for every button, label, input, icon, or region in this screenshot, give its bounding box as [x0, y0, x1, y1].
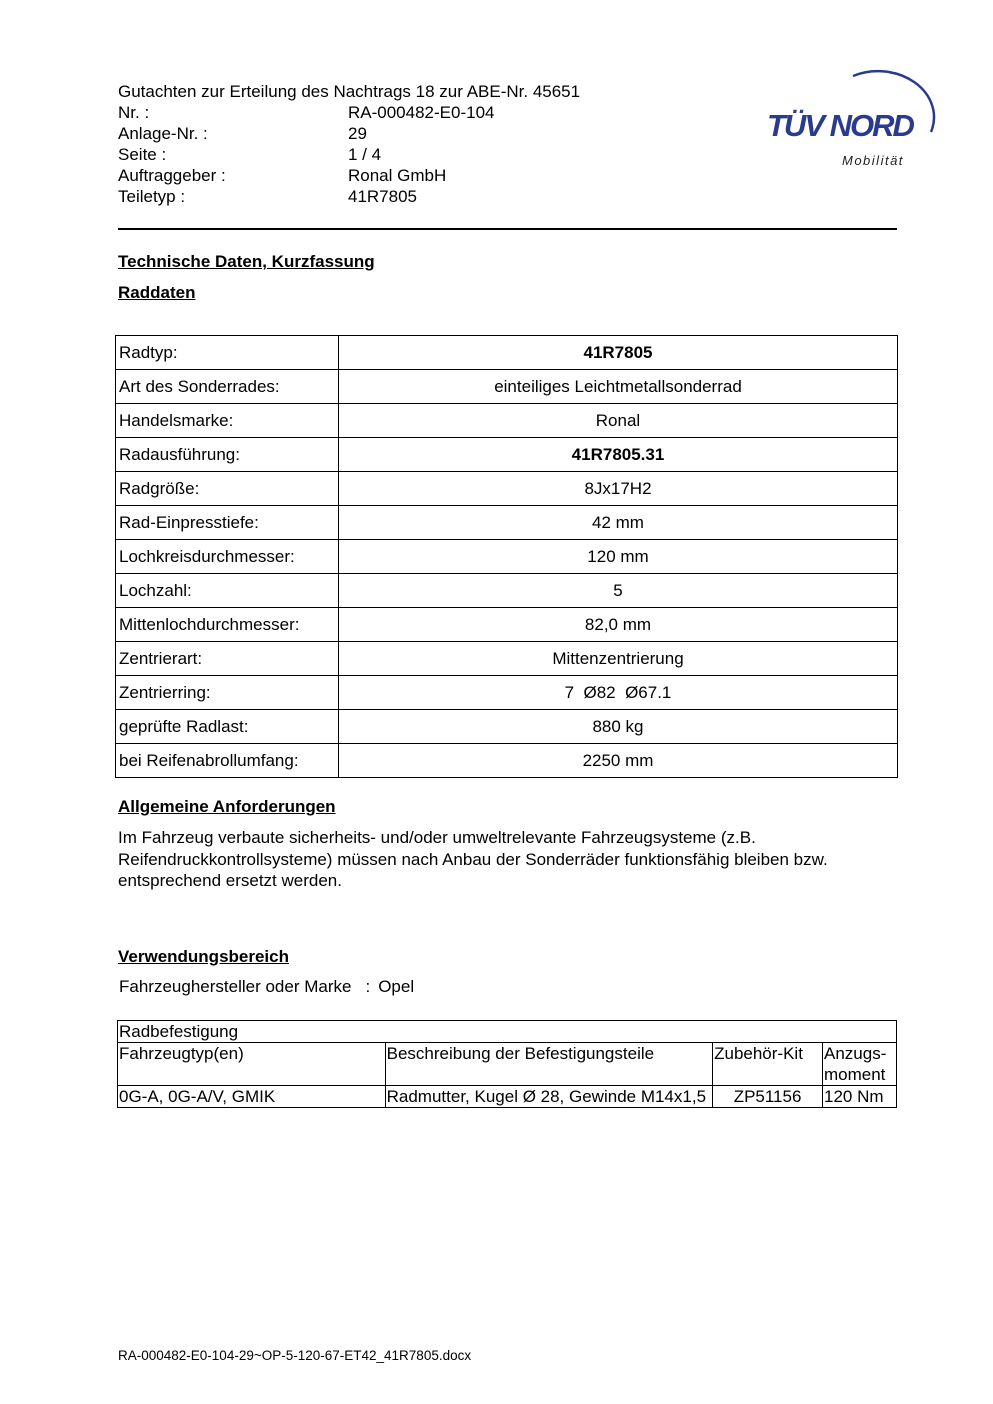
section-heading-raddaten: Raddaten [118, 283, 196, 302]
table-cell: 120 Nm [823, 1086, 897, 1108]
make-label: Fahrzeughersteller oder Marke [119, 977, 352, 996]
table-cell-label: Zentrierart: [116, 642, 339, 676]
logo-sub-text: Mobilität [842, 153, 904, 168]
table-cell: Radmutter, Kugel Ø 28, Gewinde M14x1,5 [385, 1086, 712, 1108]
table-row [118, 1086, 897, 1108]
section-heading-verwendung: Verwendungsbereich [118, 947, 289, 966]
header-row-nr [118, 102, 494, 123]
header-value: 1 / 4 [348, 145, 382, 164]
make-separator: : [365, 977, 371, 996]
table-cell-label: Mittenlochdurchmesser: [116, 608, 339, 642]
table-row [116, 710, 898, 744]
table-cell-value: 5 [339, 574, 898, 608]
table-header-cell: Zubehör-Kit [713, 1043, 823, 1086]
table-cell-value: 2250 mm [339, 744, 898, 778]
header-value: 41R7805 [348, 187, 418, 206]
table-cell-value: 880 kg [339, 710, 898, 744]
table-cell-value: 7 Ø82 Ø67.1 [339, 676, 898, 710]
section-heading-allgemein: Allgemeine Anforderungen [118, 797, 336, 816]
header-value: RA-000482-E0-104 [348, 103, 495, 122]
header-value: 29 [348, 124, 367, 143]
table-row [116, 336, 898, 370]
table-cell-label: bei Reifenabrollumfang: [116, 744, 339, 778]
footer-filename: RA-000482-E0-104-29~OP-5-120-67-ET42_41R7805.docx [118, 1348, 472, 1363]
header-info [118, 102, 494, 207]
table-cell-value: Ronal [339, 404, 898, 438]
logo-brand-text: TÜV NORD [767, 108, 913, 143]
section-heading-tech: Technische Daten, Kurzfassung [118, 252, 375, 271]
table-cell-label: Lochkreisdurchmesser: [116, 540, 339, 574]
vehicle-make-line [118, 977, 414, 997]
table-cell-value: einteiliges Leichtmetallsonderrad [339, 370, 898, 404]
header-row-anlage [118, 123, 494, 144]
table-header-cell: Anzugs-moment [823, 1043, 897, 1086]
table-cell-label: Lochzahl: [116, 574, 339, 608]
tuv-nord-logo [765, 58, 945, 173]
table-row [116, 404, 898, 438]
table-cell: 0G-A, 0G-A/V, GMIK [118, 1086, 386, 1108]
table-cell-value: Mittenzentrierung [339, 642, 898, 676]
header-label: Anlage-Nr. : [118, 124, 208, 143]
table-cell-label: Handelsmarke: [116, 404, 339, 438]
table-row [116, 438, 898, 472]
header-label: Seite : [118, 145, 167, 164]
table-header-cell: Beschreibung der Befestigungsteile [385, 1043, 712, 1086]
table-header-cell: Fahrzeugtyp(en) [118, 1043, 386, 1086]
table-cell-label: Radtyp: [116, 336, 339, 370]
header-row-seite [118, 144, 494, 165]
table-row [116, 642, 898, 676]
table-cell: ZP51156 [713, 1086, 823, 1108]
table-cell-value: 82,0 mm [339, 608, 898, 642]
header-row-auftraggeber [118, 165, 494, 186]
table-row [116, 370, 898, 404]
header-label: Nr. : [118, 103, 150, 122]
document-title: Gutachten zur Erteilung des Nachtrags 18 zur ABE-Nr. 45651 [118, 82, 581, 101]
table-row [116, 506, 898, 540]
table-cell-value: 41R7805 [339, 336, 898, 370]
table-row [116, 540, 898, 574]
raddaten-table [115, 335, 898, 778]
header-divider [118, 228, 897, 230]
table-cell-value: 42 mm [339, 506, 898, 540]
table-cell-value: 8Jx17H2 [339, 472, 898, 506]
table-row [116, 608, 898, 642]
table-row [116, 472, 898, 506]
table-cell-label: geprüfte Radlast: [116, 710, 339, 744]
table-cell-label: Radausführung: [116, 438, 339, 472]
radbefestigung-table [117, 1020, 897, 1108]
table-row [116, 574, 898, 608]
table-cell-label: Art des Sonderrades: [116, 370, 339, 404]
header-row-teiletyp [118, 186, 494, 207]
header-label: Teiletyp : [118, 187, 186, 206]
table-row [116, 676, 898, 710]
table-cell-label: Zentrierring: [116, 676, 339, 710]
table-title: Radbefestigung [118, 1021, 897, 1043]
table-row [116, 744, 898, 778]
table-cell-value: 120 mm [339, 540, 898, 574]
header-value: Ronal GmbH [348, 166, 447, 185]
table-title-row [118, 1021, 897, 1043]
allgemein-paragraph: Im Fahrzeug verbaute sicherheits- und/oder umweltrelevante Fahrzeugsysteme (z.B. Reifendruckkontrollsysteme) müssen nach Anbau der Sonderräder funktionsfähig bleiben bzw. entsprechend ersetzt werden. [118, 828, 828, 890]
table-cell-value: 41R7805.31 [339, 438, 898, 472]
table-cell-label: Rad-Einpresstiefe: [116, 506, 339, 540]
make-value: Opel [378, 977, 415, 996]
table-header-row [118, 1043, 897, 1086]
header-label: Auftraggeber : [118, 166, 226, 185]
table-cell-label: Radgröße: [116, 472, 339, 506]
